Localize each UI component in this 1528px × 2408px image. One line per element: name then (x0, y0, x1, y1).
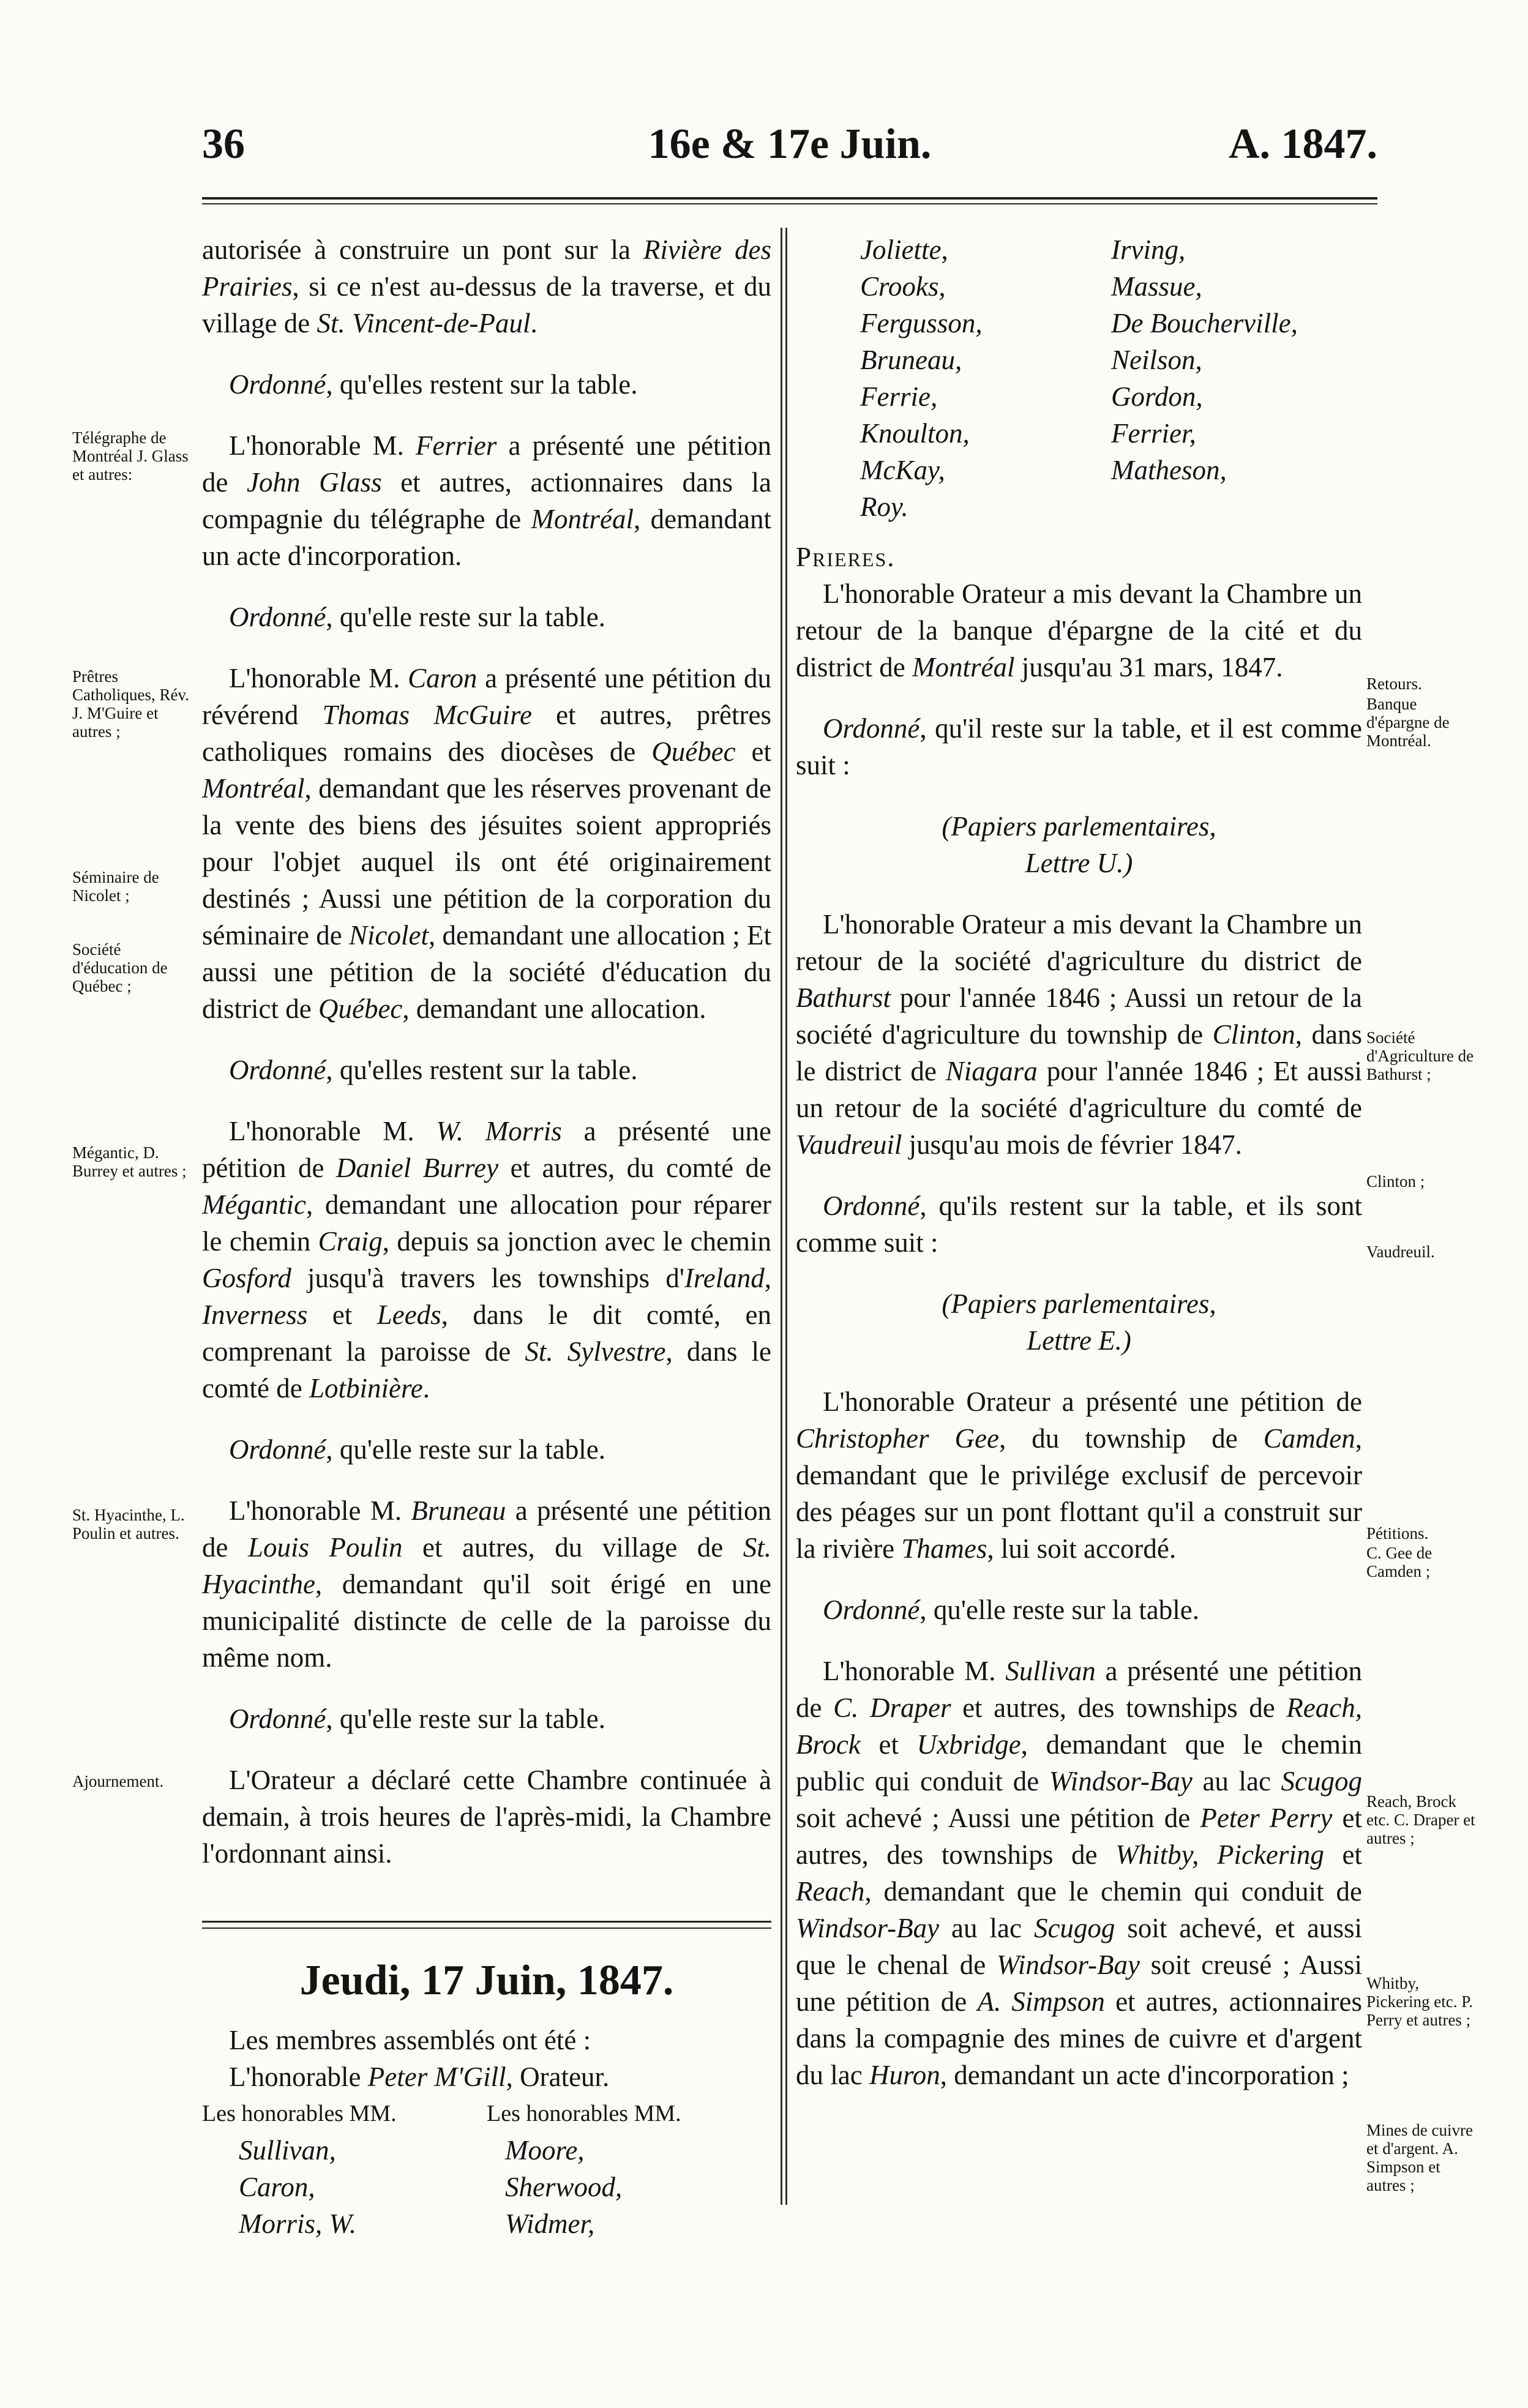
member-name: Gordon, (1111, 381, 1203, 412)
member-name: Knoulton, (860, 418, 970, 449)
margin-note-retours: Retours. (1366, 675, 1422, 693)
papiers-u-1: (Papiers parlementaires, (942, 811, 1216, 842)
members-col-d (1111, 231, 1362, 525)
text-run: et (735, 736, 771, 767)
text-run: Ordonné (823, 1595, 920, 1625)
text-run: pour l'année 1846 ; Aussi un retour de la société d'agriculture du township de (796, 982, 1362, 1050)
member-name: Fergusson, (860, 308, 983, 338)
ordonne-r2 (796, 1187, 1362, 1261)
text-run: Ordonné (229, 1703, 326, 1734)
text-run: Montréal (202, 773, 305, 804)
text-run: , demandant une allocation. (402, 993, 706, 1024)
margin-note-pretres: Prêtres Catholiques, Rév. J. M'Guire et autres ; (72, 667, 189, 741)
orateur-line (202, 2058, 771, 2095)
text-run: Gosford (202, 1263, 291, 1293)
text-run: Reach, Brock (796, 1692, 1362, 1760)
text-run: , dans le district de (796, 1019, 1362, 1086)
text-run: Reach (796, 1876, 865, 1907)
member-name: Matheson, (1111, 455, 1227, 485)
text-run: Ordonné (229, 1055, 326, 1085)
margin-note-petitions: Pétitions. (1366, 1524, 1429, 1542)
text-run: John Glass (247, 467, 382, 498)
text-run: jusqu'au mois de février 1847. (902, 1129, 1242, 1160)
member-name: Bruneau, (860, 345, 962, 375)
text-run: Rivière des Prairies (202, 234, 771, 302)
text-run: A. Simpson (977, 1986, 1105, 2017)
ordonne-r3 (796, 1591, 1362, 1628)
right-column (796, 231, 1362, 2093)
text-run: Uxbridge (916, 1729, 1021, 1760)
text-run: et (860, 1729, 917, 1760)
text-run: Bruneau (411, 1495, 506, 1526)
text-run: soit creusé ; Aussi une pétition de (796, 1950, 1362, 2017)
text-run: , demandant que le privilége exclusif de percevoir des péages sur un pont flottant qu'il a construit sur la rivière (796, 1423, 1362, 1564)
text-run: Clinton (1212, 1019, 1295, 1050)
text-run: , depuis sa jonction avec le chemin (382, 1226, 771, 1257)
text-run: et autres, actionnaires dans la compagnie du télégraphe de (202, 467, 772, 534)
text-run: , du township de (998, 1423, 1264, 1454)
margin-note-clinton: Clinton ; (1366, 1172, 1425, 1191)
text-run: , qu'elles restent sur la table. (326, 369, 638, 400)
member-name: Massue, (1111, 271, 1202, 302)
petition-bruneau (202, 1492, 771, 1676)
text-run: , demandant une allocation ; Et aussi une pétition de la société d'éducation du district de (202, 920, 771, 1024)
member-name: Joliette, (860, 234, 948, 265)
member-name: Morris, W. (239, 2208, 357, 2239)
text-run: et autres, actionnaires dans la compagnie des mines de cuivre et d'argent du lac (796, 1986, 1363, 2090)
text-run: Montréal (912, 652, 1015, 682)
text-run: et autres, des townships de (951, 1692, 1287, 1723)
margin-note-telegraphe: Télégraphe de Montréal J. Glass et autres: (72, 428, 189, 484)
margin-note-banque: Banque d'épargne de Montréal. (1366, 695, 1450, 750)
text-run: , demandant que le chemin public qui conduit de (796, 1729, 1362, 1797)
petition-caron (202, 660, 771, 1027)
text-run: Mégantic (202, 1189, 306, 1220)
ordonne-3 (202, 1052, 771, 1088)
header-dates: 16e & 17e Juin. (648, 121, 932, 168)
member-name: Neilson, (1111, 345, 1202, 375)
text-run: St. Sylvestre (525, 1336, 666, 1367)
text-run: St. Hyacinthe (202, 1532, 771, 1599)
text-run: autorisée à construire un pont sur la (202, 234, 643, 265)
text-run: , demandant que le chemin qui conduit de (864, 1876, 1362, 1907)
text-run: jusqu'au 31 mars, 1847. (1014, 652, 1283, 682)
text-run: Scugog (1281, 1766, 1362, 1797)
member-name: McKay, (860, 455, 945, 485)
text-run: Leeds (376, 1299, 441, 1330)
text-run: Peter Perry (1200, 1803, 1333, 1833)
margin-note-hyacinthe: St. Hyacinthe, L. Poulin et autres. (72, 1506, 185, 1542)
running-header (202, 120, 1377, 175)
member-name: Ferrie, (860, 381, 938, 412)
text-run: L'honorable M. (229, 1116, 436, 1146)
retour-banque (796, 575, 1362, 686)
text-run: et (307, 1299, 377, 1330)
text-run: Thames (901, 1533, 987, 1564)
text-run: L'honorable Orateur a présenté une pétition de (823, 1386, 1362, 1417)
text-run: C. Draper (833, 1692, 951, 1723)
text-run: Bathurst (796, 982, 891, 1013)
petition-sullivan (796, 1653, 1362, 2093)
text-run: Daniel Burrey (335, 1153, 499, 1183)
papiers-e-1: (Papiers parlementaires, (942, 1288, 1216, 1319)
text-run: L'honorable M. (229, 430, 416, 461)
text-run: Québec (651, 736, 736, 767)
text-run: . (530, 308, 537, 338)
text-run: soit achevé ; Aussi une pétition de (796, 1803, 1200, 1833)
margin-note-mines: Mines de cuivre et d'argent. A. Simpson et autres ; (1366, 2121, 1473, 2194)
text-run: , demandant qu'il soit érigé en une municipalité distincte de celle de la paroisse du même nom. (202, 1569, 771, 1673)
member-name: Irving, (1111, 234, 1186, 265)
margin-note-agriculture: Société d'Agriculture de Bathurst ; (1366, 1028, 1474, 1083)
text-run: et autres, prêtres catholiques romains des diocèses de (202, 700, 772, 767)
text-run: Louis Poulin (248, 1532, 403, 1563)
text-run: Scugog (1033, 1913, 1115, 1943)
text-run: et autres, du village de (402, 1532, 743, 1563)
margin-note-whitby: Whitby, Pickering etc. P. Perry et autres ; (1366, 1974, 1473, 2029)
text-run: Peter M'Gill (367, 2062, 506, 2092)
text-run: a présenté une pétition de (202, 1116, 771, 1183)
text-run: Nicolet (348, 920, 429, 951)
papiers-u-2: Lettre U.) (1025, 848, 1133, 878)
text-run: , qu'elle reste sur la table. (326, 1434, 606, 1465)
text-run: Vaudreuil (796, 1129, 902, 1160)
text-run: L'honorable Orateur a mis devant la Chambre un retour de la société d'agriculture du district de (796, 909, 1362, 976)
header-year: A. 1847. (1228, 121, 1377, 168)
text-run: St. Vincent-de-Paul (316, 308, 531, 338)
text-run: . (422, 1373, 430, 1404)
member-name: Roy. (860, 492, 908, 522)
text-run: pour l'année 1846 ; Et aussi un retour de la société d'agriculture du comté de (796, 1056, 1362, 1123)
members-col-b (505, 2132, 771, 2242)
header-rule (202, 197, 1377, 200)
text-run: , dans le dit comté, en comprenant la paroisse de (202, 1299, 772, 1367)
text-run: L'honorable M. (229, 663, 408, 694)
text-run: , qu'elles restent sur la table. (326, 1055, 638, 1085)
text-run: au lac (1192, 1766, 1281, 1797)
text-run: au lac (939, 1913, 1034, 1943)
members-col-a (239, 2132, 505, 2242)
text-run: W. Morris (436, 1116, 562, 1146)
member-name: Sullivan, (239, 2135, 336, 2166)
text-run: Ordonné (823, 1191, 920, 1221)
member-name: De Boucherville, (1111, 308, 1298, 338)
member-name: Widmer, (505, 2208, 595, 2239)
text-run: Ordonné (229, 369, 326, 400)
text-run: Craig (318, 1226, 383, 1257)
text-run: , demandant une allocation pour réparer le chemin (202, 1189, 771, 1257)
petition-gee (796, 1383, 1362, 1567)
member-name: Moore, (505, 2135, 585, 2166)
honorables-right: Les honorables MM. (487, 2101, 681, 2126)
left-column (202, 231, 771, 2242)
text-run: et autres, des townships de (796, 1803, 1362, 1870)
margin-note-megantic: Mégantic, D. Burrey et autres ; (72, 1143, 187, 1180)
prieres-heading: Prieres. (796, 542, 896, 572)
text-run: Camden (1263, 1423, 1355, 1454)
members-col-c (860, 231, 1111, 525)
text-run: et (1324, 1839, 1363, 1870)
text-run: Huron (869, 2060, 940, 2090)
text-run: , qu'il reste sur la table, et il est comme suit : (796, 713, 1362, 780)
text-run: , Orateur. (506, 2062, 610, 2092)
text-run: L'honorable (229, 2062, 368, 2092)
text-run: Niagara (945, 1056, 1038, 1086)
text-run: a présenté une pétition de (796, 1656, 1362, 1723)
text-run: Sullivan (1005, 1656, 1096, 1686)
column-divider-2 (785, 228, 787, 2205)
text-run: Christopher Gee (796, 1423, 999, 1454)
text-run: Windsor-Bay (996, 1950, 1140, 1980)
text-run: L'honorable M. (823, 1656, 1006, 1686)
honorables-header (202, 2095, 771, 2132)
members-list-left (202, 2132, 771, 2242)
text-run: a présenté une pétition du révérend (202, 663, 771, 730)
text-run: , qu'elle reste sur la table. (326, 602, 606, 632)
header-rule-thin (202, 203, 1377, 204)
membres-text: Les membres assemblés ont été : (229, 2025, 591, 2055)
text-run: Windsor-Bay (1049, 1766, 1193, 1797)
text-run: Ordonné (229, 602, 326, 632)
margin-note-societe-edu: Société d'éducation de Québec ; (72, 940, 168, 995)
member-name: Crooks, (860, 271, 946, 302)
ordonne-r1 (796, 710, 1362, 783)
text-run: Windsor-Bay (796, 1913, 940, 1943)
date-heading: Jeudi, 17 Juin, 1847. (299, 1957, 674, 2004)
text-run: , qu'elle reste sur la table. (919, 1595, 1200, 1625)
section-rule-thin (202, 1928, 771, 1929)
member-name: Sherwood, (505, 2172, 623, 2202)
margin-note-vaudreuil: Vaudreuil. (1366, 1243, 1435, 1261)
text-run: , qu'elle reste sur la table. (326, 1703, 606, 1734)
margin-note-ajournement: Ajournement. (72, 1772, 164, 1790)
column-divider (781, 228, 782, 2205)
member-name: Caron, (239, 2172, 315, 2202)
ordonne-4 (202, 1431, 771, 1468)
margin-note-seminaire: Séminaire de Nicolet ; (72, 868, 159, 905)
member-name: Ferrier, (1111, 418, 1196, 449)
text-run: Québec (318, 993, 403, 1024)
text-run: jusqu'à travers les townships d' (291, 1263, 684, 1293)
text-run: a présenté une pétition de (202, 1495, 771, 1563)
text-run: , si ce n'est au-dessus de la traverse, et du village de (202, 271, 771, 338)
ajournement-text (202, 1762, 771, 1872)
text-run: Caron (408, 663, 478, 694)
text-run: L'honorable Orateur a mis devant la Chambre un retour de la banque d'épargne de la cité et du district de (796, 578, 1362, 682)
text-run: Ordonné (229, 1434, 326, 1465)
paragraph-continuation (202, 231, 771, 342)
page-number: 36 (202, 121, 245, 168)
margin-note-gee: C. Gee de Camden ; (1366, 1544, 1432, 1580)
text-run: Whitby, Pickering (1115, 1839, 1324, 1870)
margin-note-reach: Reach, Brock etc. C. Draper et autres ; (1366, 1792, 1475, 1847)
ordonne-5 (202, 1700, 771, 1737)
retour-agriculture (796, 906, 1362, 1163)
text-run: , demandant un acte d'incorporation. (202, 504, 771, 571)
section-rule (202, 1921, 771, 1923)
ordonne-1 (202, 366, 771, 403)
text-run: , demandant un acte d'incorporation ; (940, 2060, 1349, 2090)
text-run: Ferrier (415, 430, 497, 461)
text-run: , qu'ils restent sur la table, et ils sont comme suit : (796, 1191, 1362, 1258)
text-run: Ordonné (823, 713, 920, 744)
text-run: et autres, du comté de (498, 1153, 771, 1183)
text-run: Lotbinière (309, 1373, 423, 1404)
petition-ferrier (202, 427, 771, 574)
members-list-right (796, 231, 1362, 525)
text-run: Thomas McGuire (322, 700, 532, 730)
text-run: Montréal (531, 504, 634, 534)
text-run: , dans le comté de (202, 1336, 771, 1404)
text-run: a présenté une pétition de (202, 430, 771, 498)
text-run: soit achevé, et aussi que le chenal de (796, 1913, 1363, 1980)
text-run: , lui soit accordé. (987, 1533, 1177, 1564)
text-run: Ireland, Inverness (202, 1263, 771, 1330)
text-run: L'honorable M. (229, 1495, 411, 1526)
petition-morris (202, 1113, 771, 1407)
papiers-e-2: Lettre E.) (1027, 1325, 1131, 1356)
ordonne-2 (202, 599, 771, 635)
text-run: L'Orateur a déclaré cette Chambre continuée à demain, à trois heures de l'après-midi, la Chambre l'ordonnant ainsi. (202, 1765, 771, 1869)
honorables-left: Les honorables MM. (202, 2101, 397, 2126)
text-run: , demandant que les réserves provenant de la vente des biens des jésuites soient appropriés pour l'objet auquel ils ont été originairement destinés ; Aussi une pétition de la corporation du séminaire de (202, 773, 771, 951)
